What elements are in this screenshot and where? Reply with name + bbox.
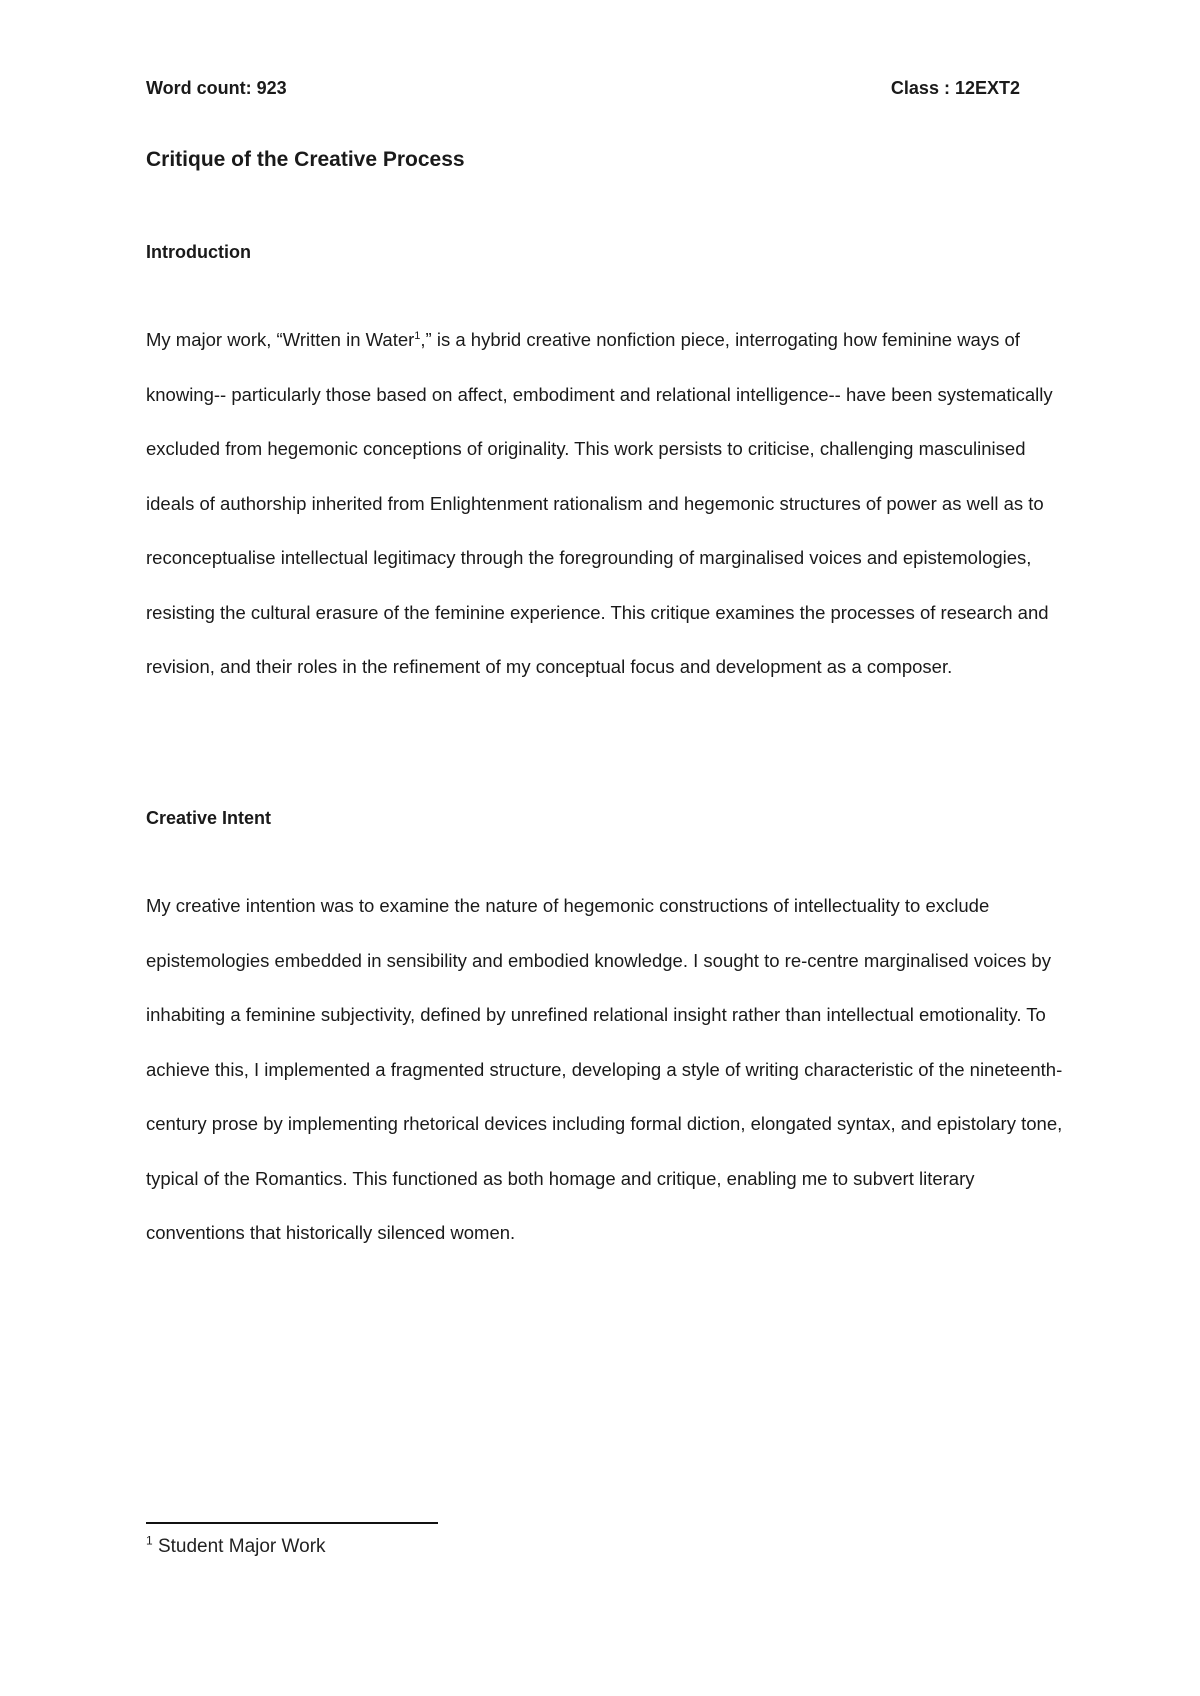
creative-intent-paragraph: My creative intention was to examine the nature of hegemonic constructions of intellectuality to exclude epistemologies embedded in sensibility and embodied knowledge. I sought to re-centre marginalised voices by inhabiting a feminine subjectivity, defined by unrefined relational insight rather than intellectual emotionality. To achieve this, I implemented a fragmented structure, developing a style of writing characteristic of the nineteenth-century prose by implementing rhetorical devices including formal diction, elongated syntax, and epistolary tone, typical of the Romantics. This functioned as both homage and critique, enabling me to subvert literary conventions that historically silenced women.: [146, 895, 1063, 1243]
introduction-paragraph: [146, 313, 1076, 695]
document-title: Critique of the Creative Process: [146, 148, 465, 171]
footnote-text: Student Major Work: [152, 1536, 326, 1557]
introduction-text-rest: ,” is a hybrid creative nonfiction piece, interrogating how feminine ways of knowing-- particularly those based on affect, embodiment and relational intelligence-- have been systematically excluded from hegemonic conceptions of originality. This work persists to criticise, challenging masculinised ideals of authorship inherited from Enlightenment rationalism and hegemonic structures of power as well as to reconceptualise intellectual legitimacy through the foregrounding of marginalised voices and epistemologies, resisting the cultural erasure of the feminine experience. This critique examines the processes of research and revision, and their roles in the refinement of my conceptual focus and development as a composer.: [146, 329, 1053, 677]
section-heading-introduction: Introduction: [146, 242, 251, 262]
footnote-number: 1: [146, 1533, 153, 1548]
footnote: [146, 1533, 326, 1558]
section-heading-creative-intent: Creative Intent: [146, 808, 272, 828]
class-label: Class : 12EXT2: [890, 78, 1020, 98]
page-header: [146, 78, 1020, 106]
footnote-reference: 1: [414, 329, 421, 342]
word-count-label: Word count: 923: [146, 78, 287, 98]
footnote-divider: [146, 1522, 438, 1524]
introduction-text-start: My major work, “Written in Water: [146, 329, 415, 350]
